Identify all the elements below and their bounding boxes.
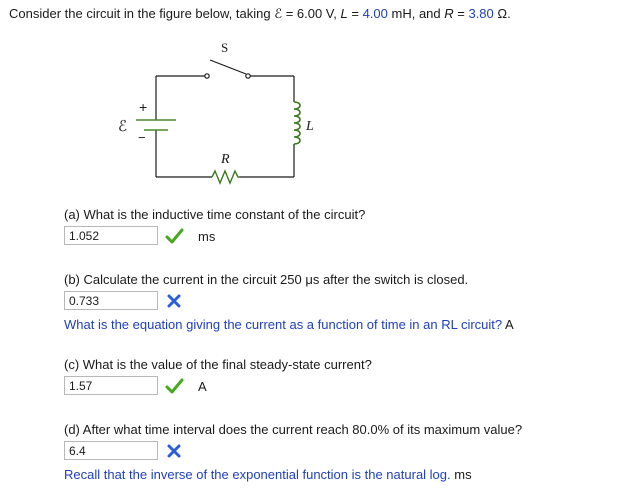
minus-label: − xyxy=(138,130,146,145)
answer-input-d[interactable]: 6.4 xyxy=(64,441,158,460)
answer-input-a[interactable]: 1.052 xyxy=(64,226,158,245)
answer-input-b[interactable]: 0.733 xyxy=(64,291,158,310)
hint-d xyxy=(64,467,472,482)
switch-label: S xyxy=(221,40,229,55)
switch-blade xyxy=(210,60,246,74)
answer-input-c[interactable]: 1.57 xyxy=(64,376,158,395)
checkmark-icon xyxy=(166,229,183,244)
question-a: (a) What is the inductive time constant of the circuit? xyxy=(64,207,366,222)
cross-icon xyxy=(167,444,181,458)
resistor-label: R xyxy=(221,152,230,167)
resistance-value: 3.80 xyxy=(468,6,494,21)
resistance-symbol: R xyxy=(444,6,454,21)
emf-symbol: ℰ xyxy=(274,6,283,21)
hint-text-d: Recall that the inverse of the exponential function is the natural log. xyxy=(64,467,451,482)
inductor-coil xyxy=(294,102,300,144)
plus-label: + xyxy=(139,99,148,115)
hint-text-b: What is the equation giving the current as a function of time in an RL circuit? xyxy=(64,317,503,332)
switch-pivot xyxy=(205,74,209,78)
unit-d: ms xyxy=(454,467,472,482)
cross-icon xyxy=(167,294,181,308)
inductance-value: 4.00 xyxy=(362,6,388,21)
question-c: (c) What is the value of the final steady-state current? xyxy=(64,357,372,372)
inductance-symbol: L xyxy=(340,6,348,21)
hint-b xyxy=(64,317,514,332)
inductor-label: L xyxy=(306,119,314,134)
rl-circuit-diagram xyxy=(118,34,320,194)
switch-contact xyxy=(246,74,250,78)
unit-b: A xyxy=(505,317,514,332)
question-b: (b) Calculate the current in the circuit 250 μs after the switch is closed. xyxy=(64,272,469,287)
battery-symbol xyxy=(136,120,176,130)
question-d: (d) After what time interval does the current reach 80.0% of its maximum value? xyxy=(64,422,523,437)
resistor-zigzag xyxy=(212,171,240,183)
checkmark-icon xyxy=(166,379,183,394)
emf-label: ℰ xyxy=(118,119,128,135)
unit-a: ms xyxy=(198,229,216,244)
problem-statement: Consider the circuit in the figure below, taking ℰ = 6.00 V, L = 4.00 mH, and R = 3.80 Ω. xyxy=(9,6,511,21)
unit-c: A xyxy=(198,379,207,394)
